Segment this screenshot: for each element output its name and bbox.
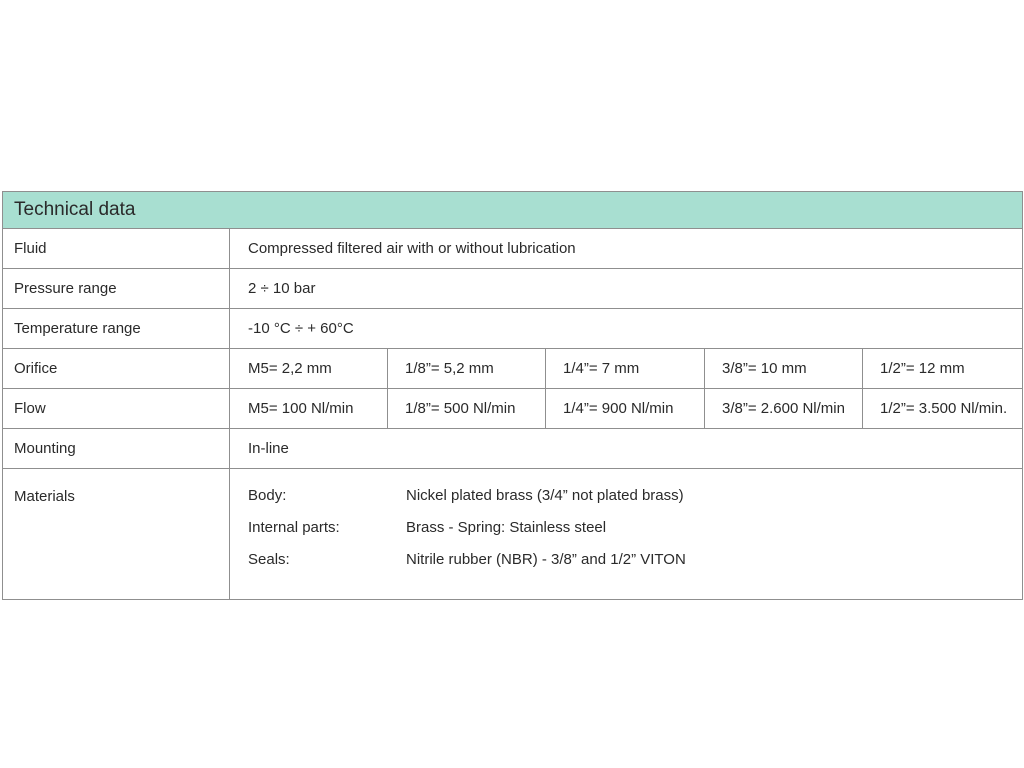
- table-title: Technical data: [3, 192, 1023, 229]
- materials-value-body: Nickel plated brass (3/4” not plated brass): [406, 486, 684, 504]
- row-label-fluid: Fluid: [3, 229, 230, 269]
- table-row-materials: [3, 469, 1023, 600]
- materials-item-internal-parts: [248, 519, 1022, 551]
- table-row-pressure-range: [3, 269, 1023, 309]
- row-label-pressure-range: Pressure range: [3, 269, 230, 309]
- materials-list-cell: [230, 469, 1023, 600]
- table-row-fluid: [3, 229, 1023, 269]
- table-row-temperature-range: [3, 309, 1023, 349]
- row-label-temperature-range: Temperature range: [3, 309, 230, 349]
- materials-item-body: [248, 487, 1022, 519]
- table-row-orifice: [3, 349, 1023, 389]
- flow-cell-m5: M5= 100 Nl/min: [230, 389, 388, 429]
- materials-key-internal-parts: Internal parts:: [248, 518, 340, 536]
- materials-item-seals: [248, 551, 1022, 583]
- flow-cell-3-8: 3/8”= 2.600 Nl/min: [705, 389, 863, 429]
- materials-key-seals: Seals:: [248, 550, 290, 568]
- table-row-flow: [3, 389, 1023, 429]
- row-value-temperature-range: -10 °C ÷ + 60°C: [230, 309, 1023, 349]
- materials-list: [248, 486, 1022, 583]
- orifice-cell-1-2: 1/2”= 12 mm: [863, 349, 1023, 389]
- flow-cell-1-2: 1/2”= 3.500 Nl/min.: [863, 389, 1023, 429]
- materials-key-body: Body:: [248, 486, 287, 504]
- orifice-cell-3-8: 3/8”= 10 mm: [705, 349, 863, 389]
- flow-cell-1-4: 1/4”= 900 Nl/min: [546, 389, 705, 429]
- materials-value-seals: Nitrile rubber (NBR) - 3/8” and 1/2” VITON: [406, 550, 686, 568]
- row-value-pressure-range: 2 ÷ 10 bar: [230, 269, 1023, 309]
- orifice-cell-1-4: 1/4”= 7 mm: [546, 349, 705, 389]
- orifice-cell-m5: M5= 2,2 mm: [230, 349, 388, 389]
- row-label-flow: Flow: [3, 389, 230, 429]
- row-value-mounting: In-line: [230, 429, 1023, 469]
- row-value-fluid: Compressed filtered air with or without lubrication: [230, 229, 1023, 269]
- flow-cell-1-8: 1/8”= 500 Nl/min: [388, 389, 546, 429]
- table-header-row: [3, 192, 1023, 229]
- technical-data-table: [2, 191, 1023, 600]
- row-label-orifice: Orifice: [3, 349, 230, 389]
- orifice-cell-1-8: 1/8”= 5,2 mm: [388, 349, 546, 389]
- table-row-mounting: [3, 429, 1023, 469]
- row-label-materials: Materials: [3, 469, 230, 600]
- row-label-mounting: Mounting: [3, 429, 230, 469]
- materials-value-internal-parts: Brass - Spring: Stainless steel: [406, 518, 607, 536]
